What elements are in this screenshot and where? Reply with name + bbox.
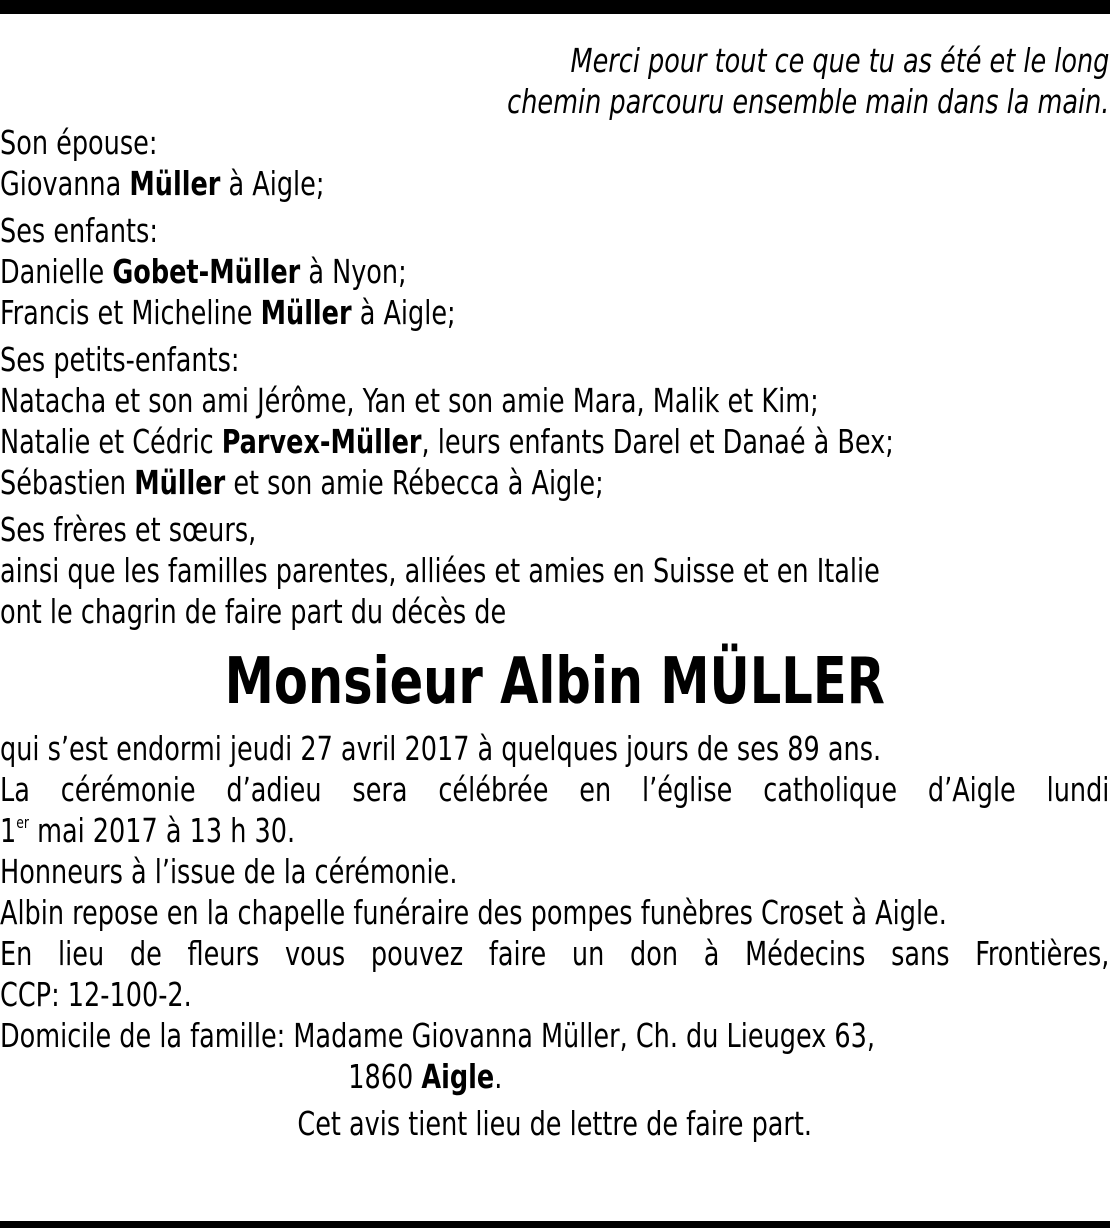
grandchild-entry-1: Natacha et son ami Jérôme, Yan et son amie Mara, Malik et Kim; xyxy=(0,381,819,420)
details-line-3 xyxy=(0,810,1109,851)
child-entry-2 xyxy=(0,292,1109,333)
grandchild-2-first-names: Natalie et Cédric xyxy=(0,422,214,461)
ceremony-date-rest: mai 2017 à 13 h 30. xyxy=(37,811,296,850)
grandchild-2-surname: Parvex-Müller xyxy=(221,422,422,461)
grandchildren-heading: Ses petits-enfants: xyxy=(0,340,240,379)
postal-code: 1860 xyxy=(348,1057,414,1096)
spouse-entry xyxy=(0,163,1109,204)
child-1-surname: Gobet-Müller xyxy=(112,252,301,291)
siblings-section xyxy=(0,509,1109,632)
siblings-line-2: ainsi que les familles parentes, alliées et amies en Suisse et en Italie xyxy=(0,551,880,590)
details-line-4: Honneurs à l’issue de la cérémonie. xyxy=(0,852,458,891)
grandchild-3-surname: Müller xyxy=(134,463,226,502)
details-section xyxy=(0,728,1109,1097)
quote-line-2: chemin parcouru ensemble main dans la main. xyxy=(507,82,1110,121)
grandchildren-section xyxy=(0,339,1109,503)
bottom-border-rule xyxy=(0,1221,1110,1228)
top-border-rule xyxy=(0,0,1110,14)
ceremony-day-number: 1 xyxy=(0,811,17,850)
quote-line-1: Merci pour tout ce que tu as été et le long xyxy=(570,41,1110,80)
family-address-line: Domicile de la famille: Madame Giovanna Müller, Ch. du Lieugex 63, xyxy=(0,1016,876,1055)
children-section xyxy=(0,210,1109,333)
child-1-place: à Nyon; xyxy=(308,252,407,291)
spouse-heading: Son épouse: xyxy=(0,123,158,162)
siblings-line-1: Ses frères et sœurs, xyxy=(0,510,257,549)
grandchild-2-rest: , leurs enfants Darel et Danaé à Bex; xyxy=(421,422,894,461)
grandchild-3-rest: et son amie Rébecca à Aigle; xyxy=(233,463,604,502)
children-heading: Ses enfants: xyxy=(0,211,158,250)
spouse-section xyxy=(0,122,1109,204)
child-2-first-name: Francis et Micheline xyxy=(0,293,253,332)
city-name: Aigle xyxy=(421,1057,495,1096)
details-line-5: Albin repose en la chapelle funéraire des pompes funèbres Croset à Aigle. xyxy=(0,893,947,932)
spouse-place: à Aigle; xyxy=(228,164,325,203)
child-2-place: à Aigle; xyxy=(359,293,456,332)
city-period: . xyxy=(494,1057,503,1096)
obituary-notice xyxy=(0,40,1109,1144)
details-line-2: La cérémonie d’adieu sera célébrée en l’église catholique d’Aigle lundi xyxy=(0,770,1110,809)
family-city-line xyxy=(0,1056,1109,1097)
spouse-first-name: Giovanna xyxy=(0,164,122,203)
epigraph-quote xyxy=(0,40,1109,122)
details-line-1: qui s’est endormi jeudi 27 avril 2017 à quelques jours de ses 89 ans. xyxy=(0,729,882,768)
siblings-line-3: ont le chagrin de faire part du décès de xyxy=(0,592,507,631)
closing-note: Cet avis tient lieu de lettre de faire part. xyxy=(297,1104,813,1143)
spouse-surname: Müller xyxy=(129,164,221,203)
details-line-6: En lieu de fleurs vous pouvez faire un don à Médecins sans Frontières, xyxy=(0,934,1110,973)
deceased-name: Monsieur Albin MÜLLER xyxy=(224,645,885,719)
ordinal-suffix: er xyxy=(16,813,29,832)
grandchild-3-first-name: Sébastien xyxy=(0,463,127,502)
child-1-first-name: Danielle xyxy=(0,252,105,291)
child-entry-1 xyxy=(0,251,1109,292)
details-line-7: CCP: 12-100-2. xyxy=(0,975,192,1014)
grandchild-entry-2 xyxy=(0,421,1109,462)
child-2-surname: Müller xyxy=(260,293,352,332)
grandchild-entry-3 xyxy=(0,462,1109,503)
